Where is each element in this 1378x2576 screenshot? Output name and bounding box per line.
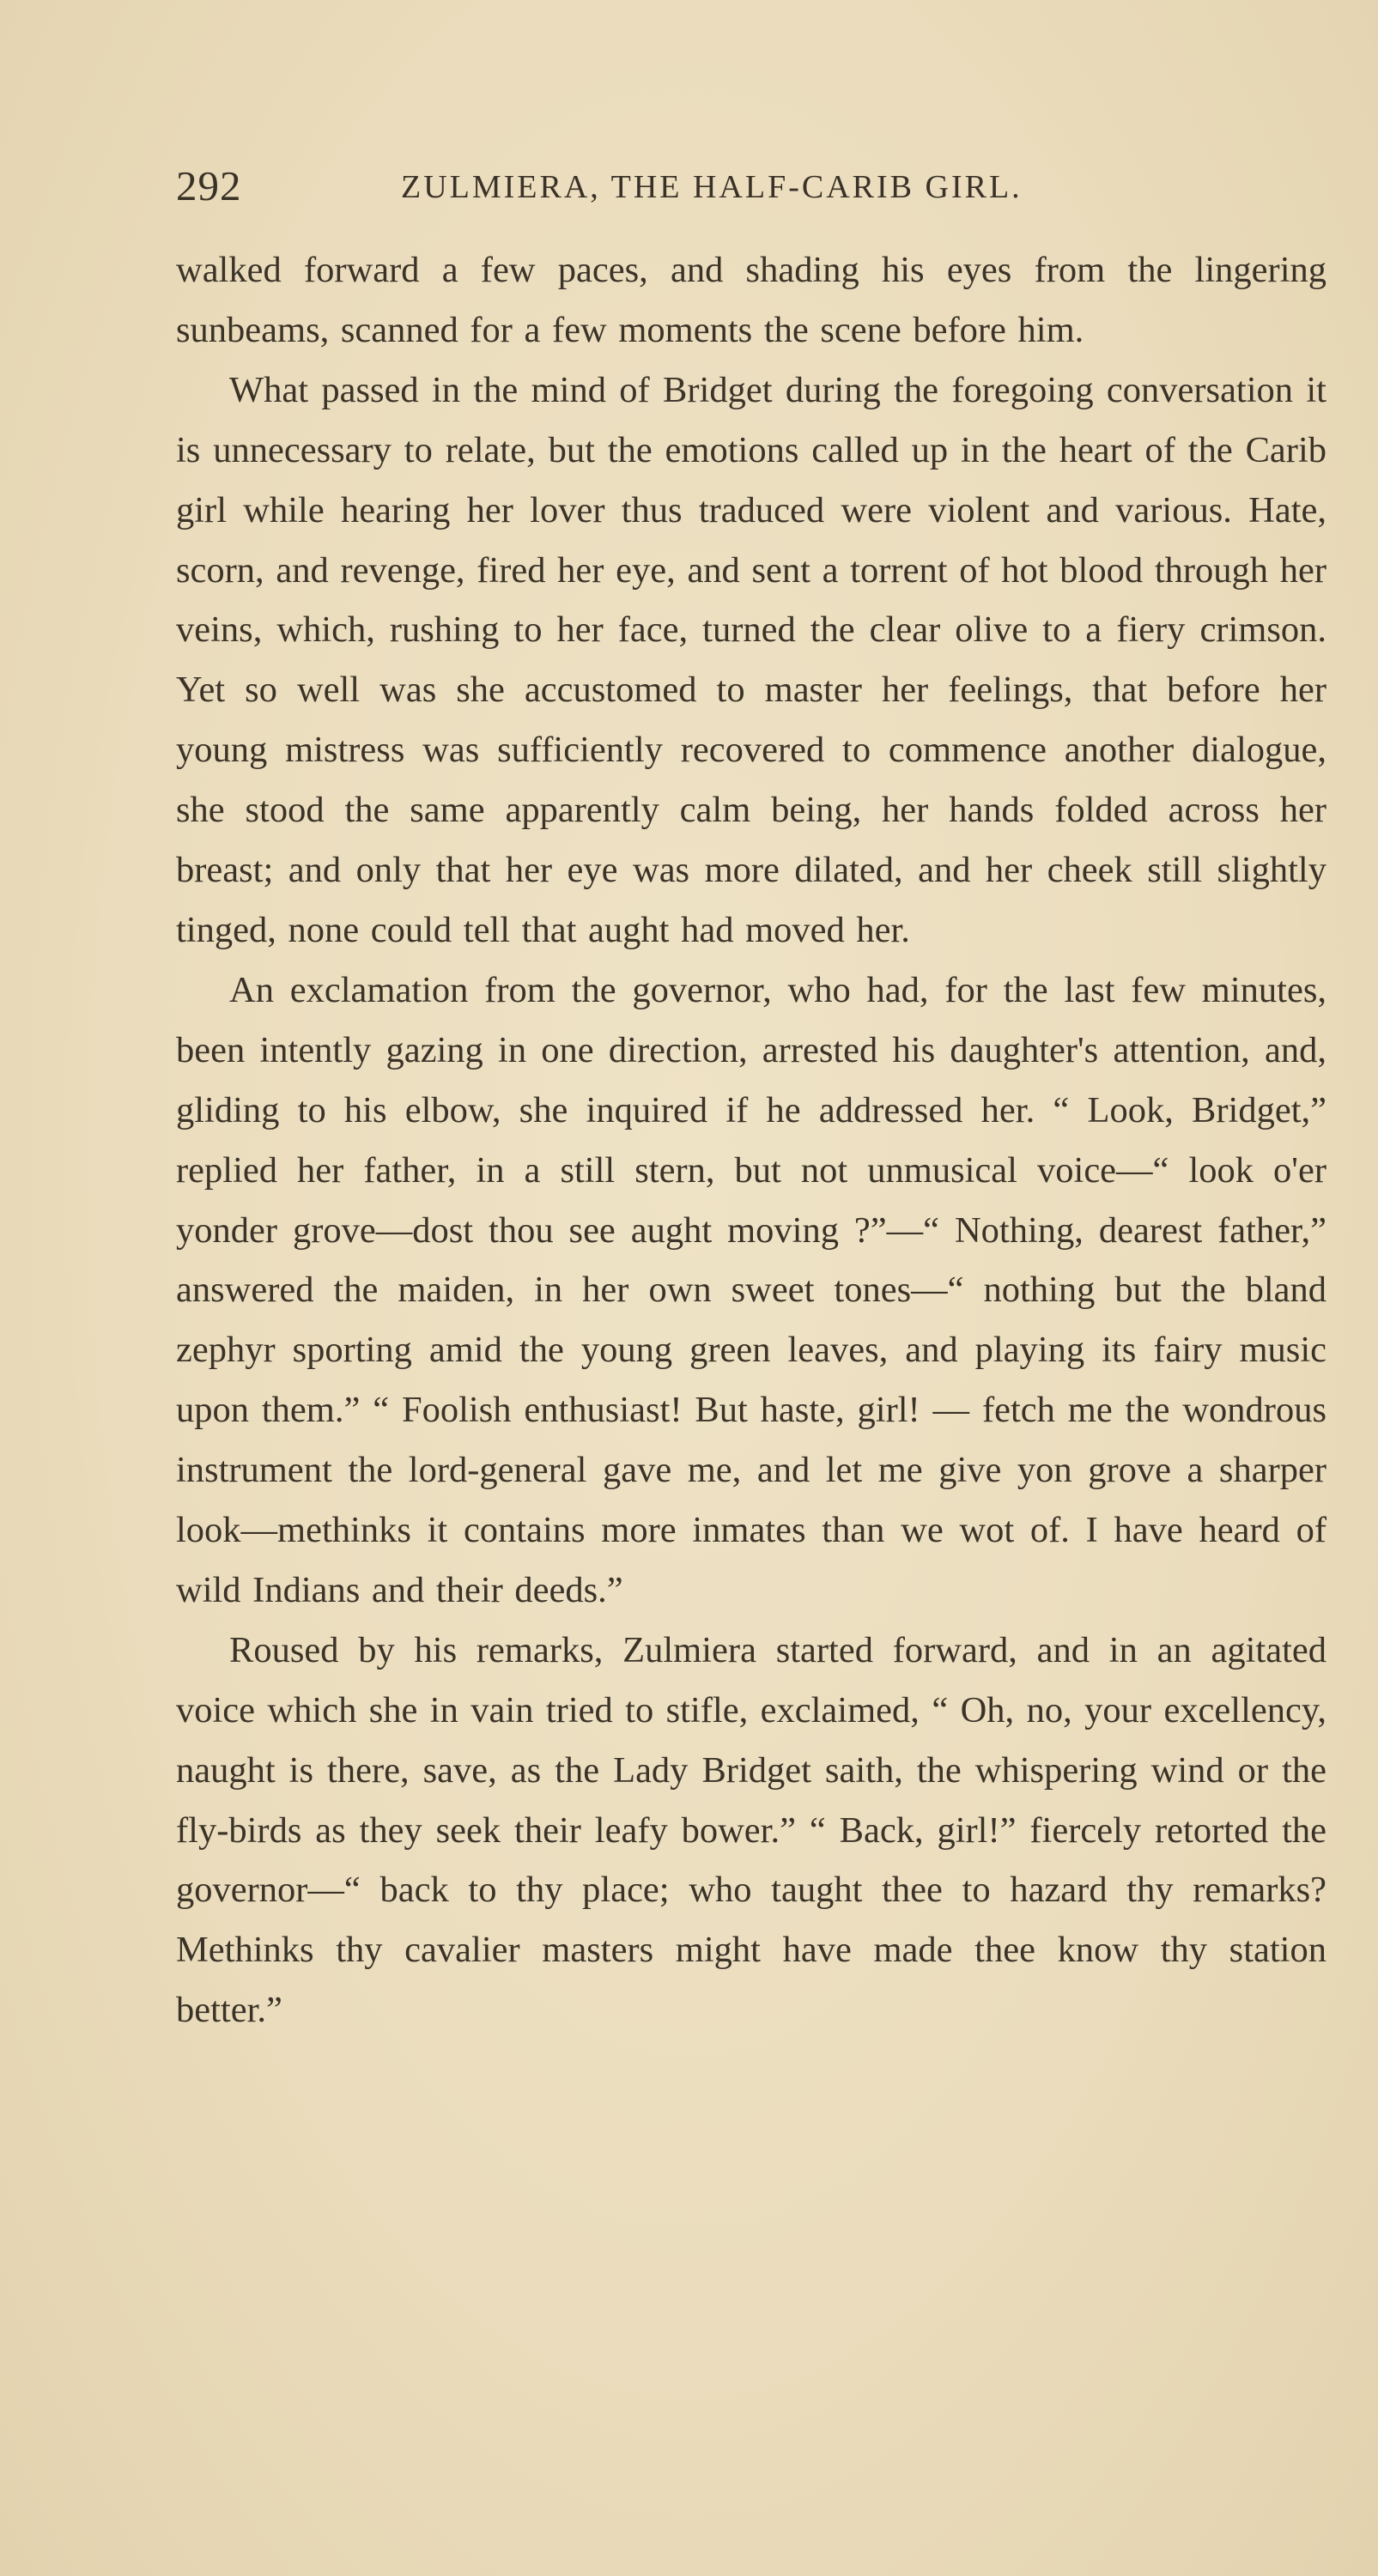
page-header	[176, 161, 1206, 213]
page-number: 292	[176, 162, 242, 209]
paragraph: Roused by his remarks, Zulmiera started forward, and in an agitated voice which she in vain tried to stifle, exclaimed, “ Oh, no, your excellency, naught is there, save, as the Lady Bridget saith, the whispering wind or the fly-birds as they seek their leafy bower.” “ Back, girl!” fiercely retorted the governor—“ back to thy place; who taught thee to hazard thy remarks? Methinks thy cavalier masters might have made thee know thy station better.”	[176, 1629, 1326, 2031]
paragraph: What passed in the mind of Bridget during the foregoing conversation it is unnecessary to relate, but the emotions called up in the heart of the Carib girl while hearing her lover thus traduced were violent and various. Hate, scorn, and revenge, fired her eye, and sent a torrent of hot blood through her veins, which, rushing to her face, turned the clear olive to a fiery crimson. Yet so well was she accustomed to master her feelings, that before her young mistress was sufficiently recovered to commence another dialogue, she stood the same apparently calm being, her hands folded across her breast; and only that her eye was more dilated, and her cheek still slightly tinged, none could tell that aught had moved her.	[176, 369, 1326, 950]
paragraph: An exclamation from the governor, who had, for the last few minutes, been intently gazing in one direction, arrested his daughter's attention, and, gliding to his elbow, she inquired if he addressed her. “ Look, Bridget,” replied her father, in a still stern, but not unmusical voice—“ look o'er yonder grove—dost thou see aught moving ?”—“ Nothing, dearest father,” answered the maiden, in her own sweet tones—“ nothing but the bland zephyr sporting amid the young green leaves, and playing its fairy music upon them.” “ Foolish enthusiast! But haste, girl! — fetch me the wondrous instrument the lord-general gave me, and let me give yon grove a sharper look—methinks it contains more inmates than we wot of. I have heard of wild Indians and their deeds.”	[176, 969, 1326, 1610]
paragraph-continued: walked forward a few paces, and shading his eyes from the lingering sunbeams, scanned for a few moments the scene before him.	[176, 250, 1326, 350]
running-title: ZULMIERA, THE HALF-CARIB GIRL.	[401, 169, 1023, 205]
page-body	[176, 240, 1326, 2040]
